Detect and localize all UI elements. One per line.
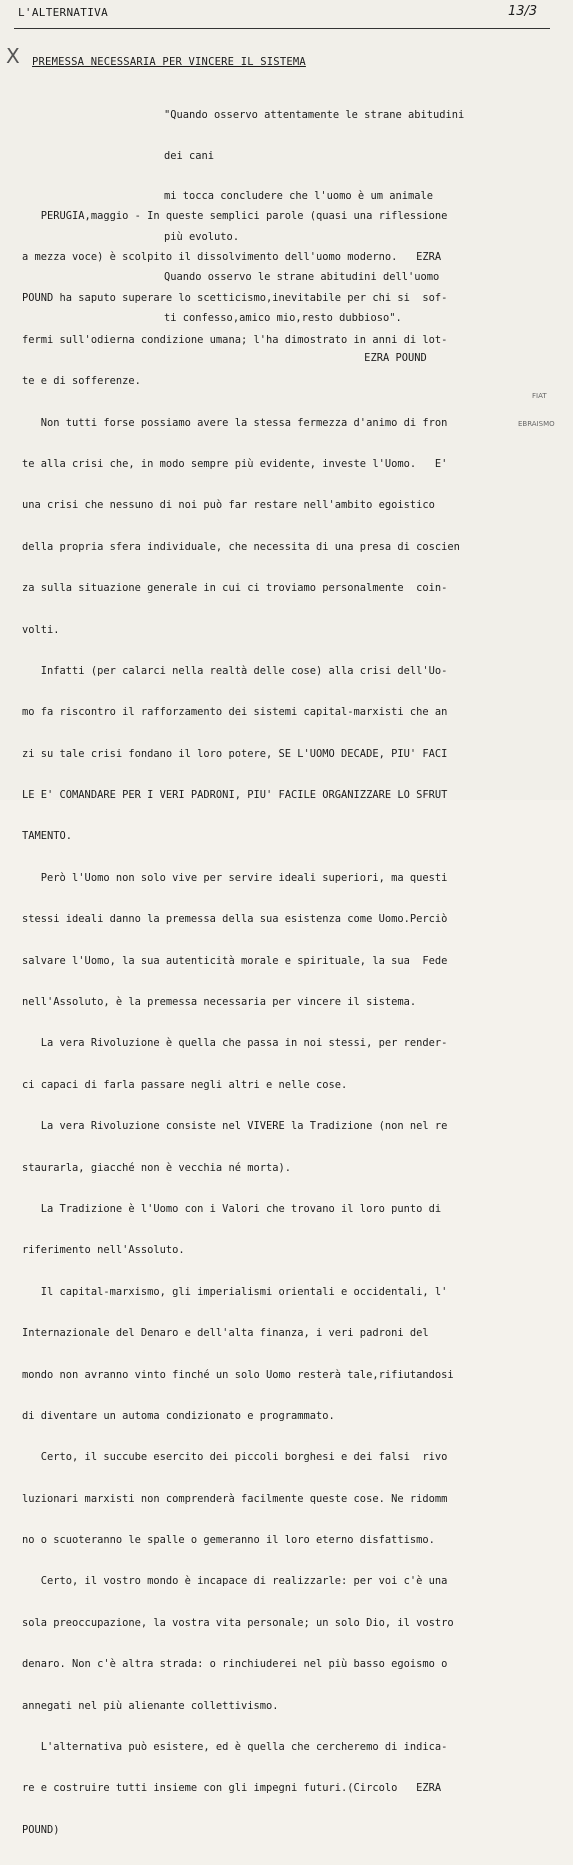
body-line: stessi ideali danno la premessa della sua esistenza come Uomo.Perciò <box>22 913 448 926</box>
body-line: di diventare un automa condizionato e programmato. <box>22 1409 335 1422</box>
quote-line: più evoluto. <box>164 230 240 243</box>
body-line: staurarla, giacché non è vecchia né morta). <box>22 1161 291 1174</box>
body-line: Il capital-marxismo, gli imperialismi orientali e occidentali, l' <box>22 1285 448 1298</box>
body-line: POUND ha saputo superare lo scetticismo,inevitabile per chi si sof- <box>22 292 448 305</box>
article-body <box>22 182 460 1865</box>
body-line: salvare l'Uomo, la sua autenticità morale e spirituale, la sua Fede <box>22 954 448 967</box>
body-line: TAMENTO. <box>22 830 73 843</box>
margin-x-mark: X <box>6 44 20 68</box>
body-line: Infatti (per calarci nella realtà delle cose) alla crisi dell'Uo- <box>22 664 448 677</box>
body-line: te e di sofferenze. <box>22 375 141 388</box>
body-line: za sulla situazione generale in cui ci troviamo personalmente coin- <box>22 582 448 595</box>
body-line: fermi sull'odierna condizione umana; l'ha dimostrato in anni di lot- <box>22 333 448 346</box>
body-line: Certo, il succube esercito dei piccoli borghesi e dei falsi rivo <box>22 1451 448 1464</box>
body-line: La vera Rivoluzione consiste nel VIVERE la Tradizione (non nel re <box>22 1120 448 1133</box>
body-line: Internazionale del Denaro e dell'alta finanza, i veri padroni del <box>22 1327 429 1340</box>
quote-line: mi tocca concludere che l'uomo è um animale <box>164 190 433 202</box>
quote-line: "Quando osservo attentamente le strane abitudini <box>164 109 465 121</box>
body-line: PERUGIA,maggio - In queste semplici parole (quasi una riflessione <box>22 209 448 222</box>
body-line: La Tradizione è l'Uomo con i Valori che trovano il loro punto di <box>22 1202 442 1215</box>
body-line: sola preoccupazione, la vostra vita personale; un solo Dio, il vostro <box>22 1616 454 1629</box>
quote-line: ti confesso,amico mio,resto dubbioso". <box>164 311 402 324</box>
body-line: ci capaci di farla passare negli altri e nelle cose. <box>22 1078 348 1091</box>
body-line: Certo, il vostro mondo è incapace di realizzarle: per voi c'è una <box>22 1575 448 1588</box>
body-line: luzionari marxisti non comprenderà facilmente queste cose. Ne ridomm <box>22 1492 448 1505</box>
page-number: 13/3 <box>508 4 538 19</box>
body-line: te alla crisi che, in modo sempre più evidente, investe l'Uomo. E' <box>22 457 448 470</box>
body-line: a mezza voce) è scolpito il dissolvimento dell'uomo moderno. EZRA <box>22 250 442 263</box>
article-title: PREMESSA NECESSARIA PER VINCERE IL SISTEMA <box>32 56 306 68</box>
body-line: mondo non avranno vinto finché un solo Uomo resterà tale,rifiutandosi <box>22 1368 454 1381</box>
body-line: re e costruire tutti insieme con gli impegni futuri.(Circolo EZRA <box>22 1782 442 1795</box>
quote-attribution: EZRA POUND <box>164 352 427 364</box>
margin-note: FIAT <box>532 392 547 400</box>
body-line: Però l'Uomo non solo vive per servire ideali superiori, ma questi <box>22 871 448 884</box>
body-line: una crisi che nessuno di noi può far restare nell'ambito egoistico <box>22 499 435 512</box>
body-line: della propria sfera individuale, che necessita di una presa di coscien <box>22 540 460 553</box>
publication-header: L'ALTERNATIVA <box>18 6 108 19</box>
body-line: L'alternativa può esistere, ed è quella che cercheremo di indica- <box>22 1741 448 1754</box>
body-line: POUND) <box>22 1823 60 1836</box>
body-line: LE E' COMANDARE PER I VERI PADRONI, PIU' FACILE ORGANIZZARE LO SFRUT <box>22 789 448 802</box>
body-line: zi su tale crisi fondano il loro potere, SE L'UOMO DECADE, PIU' FACI <box>22 747 448 760</box>
body-line: La vera Rivoluzione è quella che passa in noi stessi, per render- <box>22 1037 448 1050</box>
quote-line: dei cani <box>164 149 215 162</box>
body-line: volti. <box>22 623 60 636</box>
quote-line: Quando osservo le strane abitudini dell'uomo <box>164 271 440 283</box>
body-line: Non tutti forse possiamo avere la stessa fermezza d'animo di fron <box>22 416 448 429</box>
body-line: mo fa riscontro il rafforzamento dei sistemi capital-marxisti che an <box>22 706 448 719</box>
body-line: nell'Assoluto, è la premessa necessaria per vincere il sistema. <box>22 996 417 1009</box>
margin-note: EBRAISMO <box>518 420 555 428</box>
body-line: annegati nel più alienante collettivismo. <box>22 1699 279 1712</box>
body-line: no o scuoteranno le spalle o gemeranno il loro eterno disfattismo. <box>22 1534 435 1547</box>
header-rule <box>14 28 550 29</box>
body-line: riferimento nell'Assoluto. <box>22 1244 185 1257</box>
body-line: denaro. Non c'è altra strada: o rinchiuderei nel più basso egoismo o <box>22 1658 448 1671</box>
